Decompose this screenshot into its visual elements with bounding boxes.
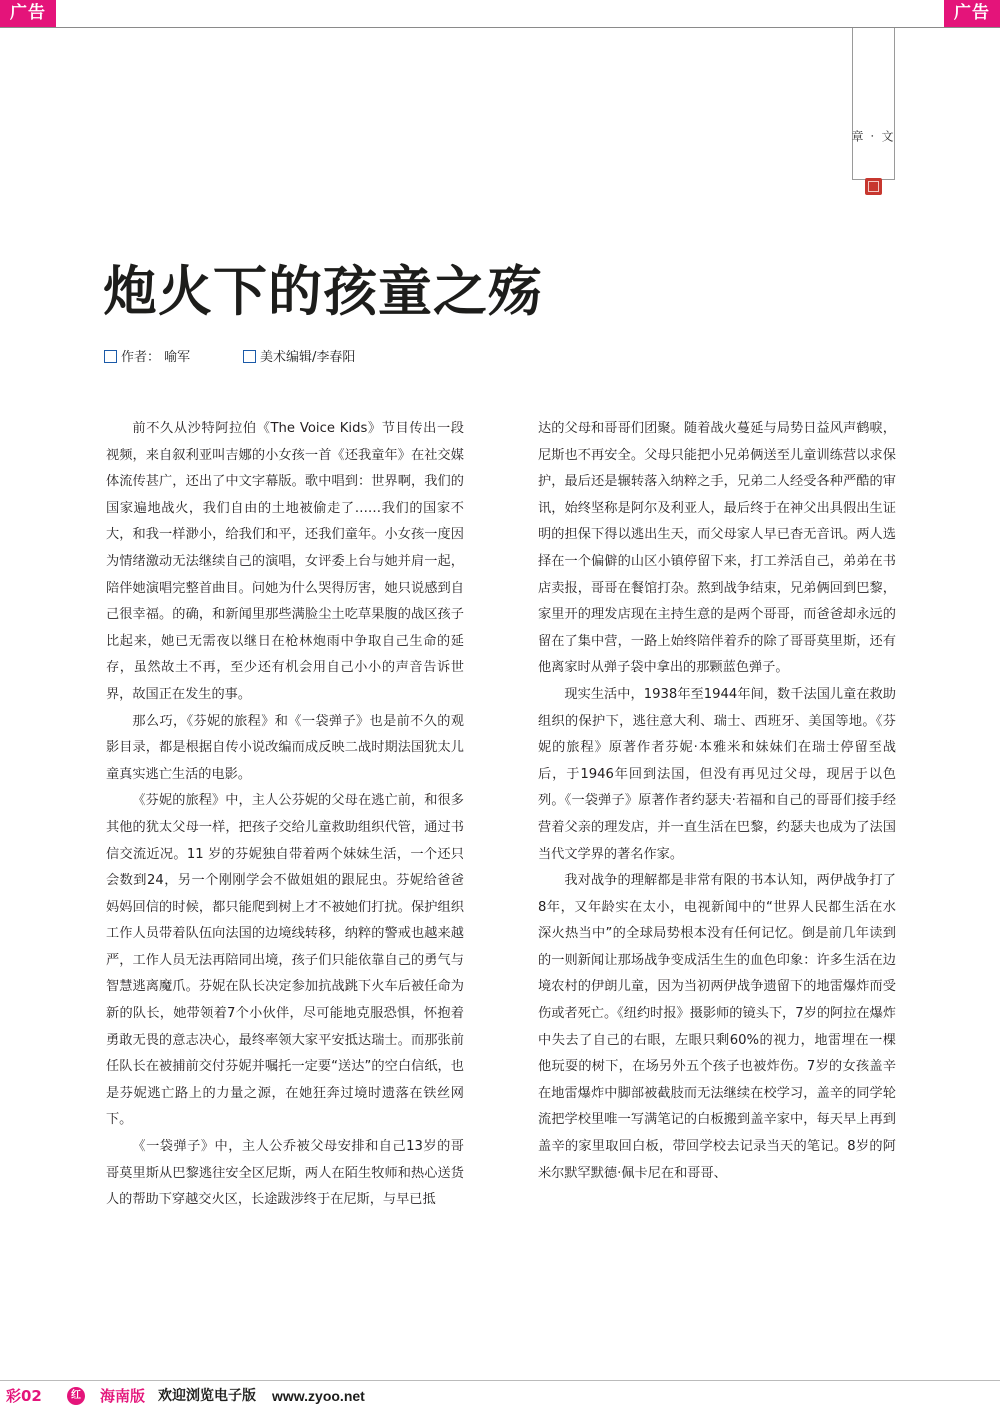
paragraph: 《一袋弹子》中，主人公乔被父母安排和自己13岁的哥哥莫里斯从巴黎逃往安全区尼斯，两人在陌生牧师和热心送货人的帮助下穿越交火区，长途跋涉终于在尼斯，与早已抵	[106, 1139, 464, 1208]
paragraph: 我对战争的理解都是非常有限的书本认知，两伊战争打了8年，又年龄实在太小，电视新闻中的“世界人民都生活在水深火热当中”的全球局势根本没有任何记忆。倒是前几年读到的一则新闻让那场战争变成活生生的血色印象：许多生活在边境农村的伊朗儿童，因为当初两伊战争遗留下的地雷爆炸而受伤或者死亡。《纽约时报》摄影师的镜头下，7岁的阿拉在爆炸中失去了自己的右眼，左眼只剩60%的视力，地雷埋在一棵他玩耍的树下，在场另外五个孩子也被炸伤。7岁的女孩盖辛在地雷爆炸中脚部被截肢而无法继续在校学习，盖辛的同学轮流把学校里唯一写满笔记的白板搬到盖辛家中，每天早上再到盖辛的家里取回白板，带回学校去记录当天的笔记。8岁的阿米尔默罕默德·佩卡尼在和哥哥、	[538, 873, 896, 1181]
footer-rule	[0, 1380, 1000, 1381]
author-name: 作者： 喻军	[121, 350, 191, 365]
editor-name: 美术编辑/李春阳	[260, 350, 356, 365]
paragraph: 那么巧，《芬妮的旅程》和《一袋弹子》也是前不久的观影目录，都是根据自传小说改编而成反映二战时期法国犹太儿童真实逃亡生活的电影。	[106, 713, 464, 782]
author-credit	[104, 348, 190, 368]
page-footer	[0, 1384, 1000, 1408]
article-column-right	[538, 416, 896, 1187]
seal-icon	[865, 178, 882, 195]
website-link[interactable]: www.zyoo.net	[272, 1388, 365, 1404]
article-column-left	[106, 416, 464, 1214]
article-title: 炮火下的孩童之殇	[103, 260, 543, 323]
ad-label-right: 广告	[944, 0, 1000, 27]
section-marker	[852, 28, 895, 180]
checkbox-icon	[104, 350, 117, 363]
checkbox-icon	[243, 350, 256, 363]
footer-slogan: 欢迎浏览电子版	[158, 1388, 256, 1404]
paragraph: 前不久从沙特阿拉伯《The Voice Kids》节目传出一段视频，来自叙利亚叫吉娜的小女孩一首《还我童年》在社交媒体流传甚广，还出了中文字幕版。歌中唱到：世界啊，我们的国家遍地战火，我们自由的土地被偷走了……我们的国家不大，和我一样渺小，给我们和平，还我们童年。小女孩一度因为情绪激动无法继续自己的演唱，女评委上台与她并肩一起，陪伴她演唱完整首曲目。问她为什么哭得厉害，她只说感到自己很幸福。的确，和新闻里那些满脸尘土吃草果腹的战区孩子比起来，她已无需夜以继日在枪林炮雨中争取自己生命的延存，虽然故土不再，至少还有机会用自己小小的声音告诉世界，故国正在发生的事。	[106, 421, 464, 702]
header-rule	[0, 27, 1000, 28]
section-char: ·	[865, 134, 879, 138]
ad-label-left: 广告	[0, 0, 56, 27]
paragraph: 现实生活中，1938年至1944年间，数千法国儿童在救助组织的保护下，逃往意大利、瑞士、西班牙、美国等地。《芬妮的旅程》原著作者芬妮·本雅米和妹妹们在瑞士停留至战后，于1946年回到法国，但没有再见过父母，现居于以色列。《一袋弹子》原著作者约瑟夫·若福和自己的哥哥们接手经营着父亲的理发店，并一直生活在巴黎，约瑟夫也成为了法国当代文学界的著名作家。	[538, 686, 896, 862]
paragraph: 《芬妮的旅程》中，主人公芬妮的父母在逃亡前，和很多其他的犹太父母一样，把孩子交给儿童救助组织代管，通过书信交流近况。11 岁的芬妮独自带着两个妹妹生活，一个还只会数到24，另一个刚刚学会不做姐姐的跟屁虫。芬妮给爸爸妈妈回信的时候，都只能爬到树上才不被她们打扰。保护组织工作人员带着队伍向法国的边境线转移，纳粹的警戒也越来越严，工作人员无法再陪同出境，孩子们只能依靠自己的勇气与智慧逃离魔爪。芬妮在队长决定参加抗战跳下火车后被任命为新的队长，她带领着7个小伙伴，尽可能地克服恐惧，怀抱着勇敢无畏的意志决心，最终率领大家平安抵达瑞士。而那张前任队长在被捕前交付芬妮并嘱托一定要“送达”的空白信纸，也是芬妮逃亡路上的力量之源，在她狂奔过境时遗落在铁丝网下。	[106, 793, 464, 1128]
editor-credit	[243, 348, 355, 368]
paragraph: 达的父母和哥哥们团聚。随着战火蔓延与局势日益风声鹤唳，尼斯也不再安全。父母只能把小兄弟俩送至儿童训练营以求保护，最后还是辗转落入纳粹之手，兄弟二人经受各种严酷的审讯，始终坚称是阿尔及利亚人，最后终于在神父出具假出生证明的担保下得以逃出生天，而父母家人早已杳无音讯。两人选择在一个偏僻的山区小镇停留下来，打工养活自己，弟弟在书店卖报，哥哥在餐馆打杂。熬到战争结束，兄弟俩回到巴黎，家里开的理发店现在主持生意的是两个哥哥，而爸爸却永远的留在了集中营，一路上始终陪伴着乔的除了哥哥莫里斯，还有他离家时从弹子袋中拿出的那颗蓝色弹子。	[538, 421, 896, 676]
page-number: 彩02	[6, 1387, 42, 1405]
edition-label: 海南版	[100, 1387, 146, 1405]
brand-badge-icon: 红	[67, 1387, 85, 1405]
section-label	[850, 106, 894, 166]
section-char: 文	[880, 130, 894, 142]
section-char: 章	[850, 130, 864, 142]
